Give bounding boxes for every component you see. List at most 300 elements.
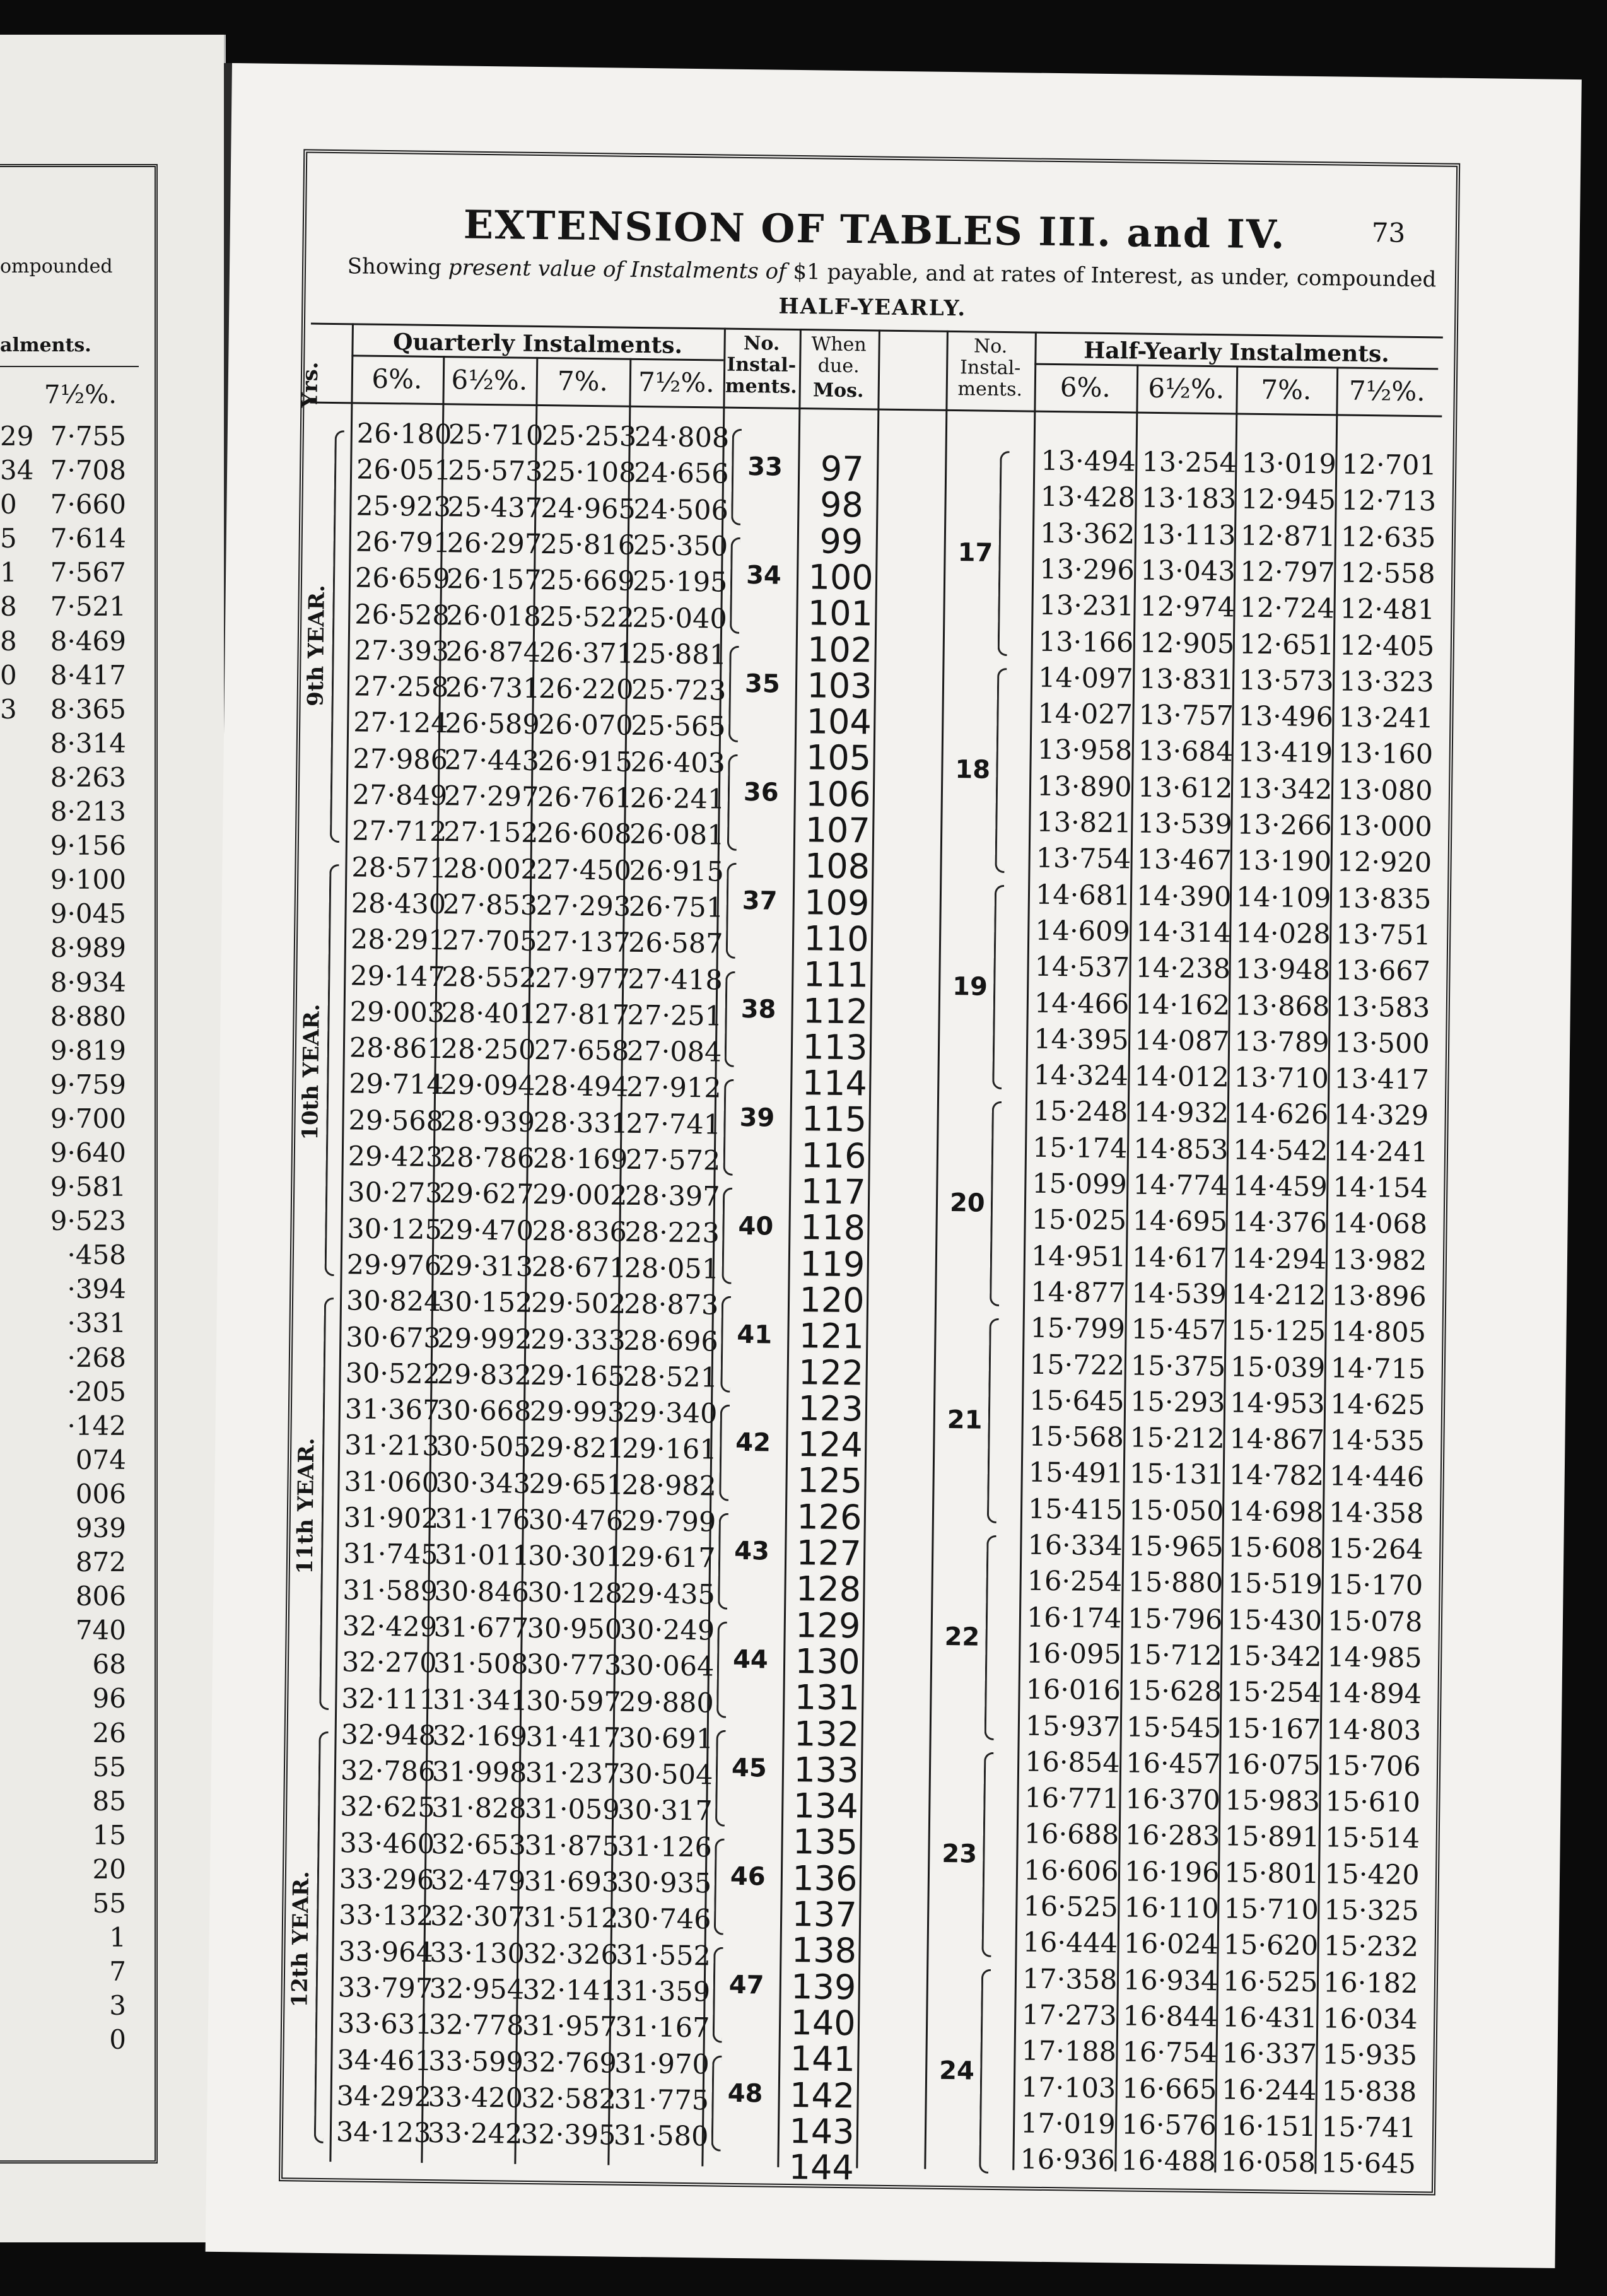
half-yearly-cell: 12·713 [1341,484,1437,518]
half-yearly-cell: 14·774 [1133,1169,1229,1202]
left-page-cell-b: ·394 [67,1274,126,1305]
quarterly-cell: 27·418 [627,963,723,997]
month-cell: 103 [807,665,872,706]
month-cell: 116 [800,1135,867,1176]
quarterly-cell: 33·296 [339,1863,435,1897]
left-page-row [0,1443,132,1477]
month-cell: 111 [803,954,869,995]
quarterly-cell: 26·371 [539,636,634,670]
half-yearly-cell: 15·342 [1226,1640,1323,1673]
left-page-cell-a: 8 [0,591,17,623]
half-yearly-cell: 13·684 [1138,735,1234,768]
half-yearly-cell: 13·160 [1338,737,1434,771]
left-page-row [0,1136,132,1170]
half-yearly-cell: 16·095 [1026,1637,1122,1671]
left-page-cell-b: 006 [75,1478,126,1509]
quarterly-group-brace [711,2055,722,2152]
left-page-cell-a: 29 [0,421,34,452]
half-yearly-cell: 13·890 [1036,770,1132,804]
quarterly-cell: 25·253 [541,420,637,453]
quarterly-cell: 34·461 [337,2044,433,2077]
quarterly-cell: 30·152 [437,1286,533,1320]
left-page-cell-b: 8·365 [50,693,126,725]
left-page-cell-b: 8·934 [50,966,126,998]
q-rate-6: 6%. [371,363,423,395]
quarterly-cell: 25·040 [631,602,728,635]
half-yearly-cell: 15·514 [1324,1822,1420,1855]
month-cell: 135 [792,1822,858,1863]
left-page-cell-b: 0 [109,2024,126,2056]
left-page-cell-a: 0 [0,489,17,520]
left-page-rule [0,366,139,367]
left-page-row [0,693,132,727]
month-cell: 143 [789,2111,855,2152]
mos-header: Mos. [812,379,864,402]
half-yearly-cell: 13·789 [1234,1026,1329,1059]
quarterly-cell: 30·773 [526,1649,622,1682]
quarterly-cell: 29·313 [438,1250,534,1283]
left-page-cell-b: 26 [92,1717,126,1748]
half-yearly-cell: 12·481 [1340,593,1435,626]
half-yearly-cell: 12·558 [1340,557,1436,590]
quarterly-cell: 25·522 [539,600,635,634]
half-yearly-cell: 15·983 [1225,1784,1321,1818]
quarterly-cell: 26·403 [630,746,726,780]
quarterly-cell: 28·552 [441,961,537,994]
quarterly-cell: 27·849 [352,779,448,812]
half-yearly-cell: 16·525 [1023,1890,1119,1924]
half-yearly-cell: 14·241 [1333,1135,1429,1168]
half-yearly-cell: 13·958 [1037,734,1133,767]
quarterly-cell: 26·761 [537,781,633,814]
quarterly-cell: 26·241 [629,782,725,816]
month-cell: 102 [807,629,873,670]
quarterly-cell: 29·435 [620,1578,716,1611]
quarterly-cell: 32·625 [339,1791,435,1824]
half-yearly-cell: 12·974 [1140,590,1236,624]
quarterly-cell: 29·993 [529,1396,625,1429]
quarterly-cell: 29·147 [350,959,446,993]
left-page-header-fragment: ompounded [0,255,113,278]
half-yearly-cell: 12·724 [1239,592,1335,625]
half-yearly-cell: 14·068 [1332,1207,1428,1241]
half-yearly-cell: 16·283 [1125,1819,1220,1853]
half-yearly-cell: 13·948 [1235,953,1331,987]
half-yearly-cell: 15·937 [1025,1710,1121,1743]
half-yearly-cell: 14·698 [1228,1496,1324,1528]
quarterly-cell: 32·111 [341,1682,437,1716]
quarterly-cell: 27·572 [625,1144,721,1177]
quarterly-cell: 26·608 [536,817,632,851]
half-yearly-cell: 15·078 [1327,1605,1423,1638]
half-yearly-cell: 12·871 [1240,520,1336,553]
half-yearly-cell: 15·645 [1029,1385,1125,1418]
half-yearly-cell: 15·741 [1321,2111,1417,2144]
quarterly-cell: 25·669 [539,565,635,598]
half-yearly-cell: 14·376 [1232,1206,1328,1239]
half-yearly-cell: 15·610 [1325,1786,1421,1819]
quarterly-cell: 30·846 [434,1575,530,1608]
quarterly-cell: 28·521 [622,1361,718,1394]
quarterly-cell: 32·395 [520,2118,616,2152]
quarterly-cell: 29·627 [438,1178,534,1211]
half-yearly-cell: 15·254 [1226,1676,1322,1709]
h-rate-6-5: 6½%. [1148,372,1225,405]
quarterly-cell: 27·658 [534,1034,629,1067]
half-yearly-cell: 15·415 [1027,1493,1123,1526]
h-rate-7-5: 7½%. [1348,375,1425,407]
month-cell: 142 [789,2075,855,2116]
left-page-row [0,1955,132,1989]
subtitle-post: $1 payable, and at rates of Interest, as under, compounded [786,259,1437,293]
quarterly-cell: 29·799 [621,1505,716,1538]
half-yearly-cell: 15·712 [1126,1639,1223,1672]
quarterly-cell: 27·297 [443,780,539,814]
quarterly-group-number: 35 [744,669,780,699]
month-cell: 101 [807,593,874,634]
quarterly-cell: 27·817 [534,998,630,1031]
left-page-cell-b: 8·469 [50,625,126,657]
left-page-row [0,454,132,488]
half-yearly-cell: 14·609 [1034,915,1131,948]
quarterly-cell: 30·673 [346,1321,441,1354]
month-cell: 128 [795,1569,862,1610]
month-cell: 129 [795,1605,861,1646]
left-page-cell-b: 96 [92,1683,126,1714]
left-page-col-header: 7½%. [44,380,117,409]
half-yearly-cell: 13·583 [1335,990,1430,1024]
half-yearly-cell: 16·665 [1121,2072,1217,2106]
half-yearly-cell: 13·231 [1039,589,1135,623]
month-cell: 120 [799,1280,865,1321]
quarterly-group-number: 33 [747,452,783,483]
quarterly-cell: 27·393 [354,635,450,668]
quarterly-cell: 30·504 [617,1758,713,1791]
month-cell: 136 [792,1858,858,1899]
left-page-row [0,931,132,965]
half-yearly-cell: 15·545 [1126,1711,1222,1744]
quarterly-cell: 32·582 [521,2082,617,2116]
quarterly-cell: 30·317 [617,1795,713,1827]
half-yearly-cell: 15·325 [1324,1894,1420,1928]
half-yearly-cell: 12·905 [1139,627,1235,660]
quarterly-cell: 29·714 [348,1068,445,1101]
q-rate-6-5: 6½%. [451,364,528,396]
month-cell: 99 [819,521,863,561]
quarterly-cell: 27·152 [443,816,539,850]
quarterly-cell: 26·659 [354,562,450,595]
half-group-number: 24 [938,2056,975,2086]
quarterly-cell: 28·401 [441,997,537,1030]
year-label: 11th YEAR. [292,1437,320,1574]
half-yearly-cell: 14·985 [1326,1641,1423,1675]
left-page-row [0,1238,132,1272]
quarterly-cell: 29·002 [532,1179,628,1212]
left-page [0,35,226,2242]
left-page-row [0,829,132,863]
left-page-row [0,1272,132,1306]
left-page-cell-b: 8·263 [50,761,126,793]
half-yearly-cell: 12·651 [1239,628,1335,661]
half-yearly-cell: 12·945 [1241,483,1336,517]
half-yearly-cell: 16·016 [1026,1673,1121,1707]
half-group-number: 23 [942,1839,978,1869]
quarterly-cell: 30·597 [526,1685,622,1718]
left-page-row [0,488,132,522]
quarterly-cell: 25·710 [448,419,544,452]
right-page [206,63,1582,2268]
half-yearly-cell: 12·920 [1336,846,1432,879]
left-page-cell-a: 0 [0,659,17,691]
half-yearly-cell: 16·182 [1323,1966,1418,2000]
quarterly-cell: 28·430 [351,887,447,921]
subtitle-pre: Showing [347,254,449,281]
half-yearly-cell: 13·080 [1337,774,1433,807]
quarterly-cell: 27·251 [627,999,723,1033]
quarterly-cell: 29·094 [440,1069,535,1103]
quarterly-cell: 30·668 [436,1395,532,1428]
half-yearly-cell: 13·821 [1036,806,1132,840]
left-page-cell-b: 740 [75,1615,126,1646]
quarterly-cell: 29·976 [346,1249,442,1282]
quarterly-cell: 29·651 [529,1468,624,1501]
half-yearly-label: HALF-YEARLY. [778,293,967,322]
half-group-number: 19 [952,971,988,1002]
quarterly-cell: 31·167 [614,2011,710,2044]
quarterly-cell: 27·443 [444,744,540,777]
half-yearly-cell: 15·838 [1321,2075,1417,2108]
left-page-cell-b: 7·660 [50,489,126,520]
half-yearly-cell: 14·294 [1231,1243,1327,1275]
half-yearly-cell: 16·337 [1222,2037,1318,2071]
half-yearly-cell: 17·188 [1021,2035,1117,2068]
quarterly-cell: 27·293 [535,889,631,923]
quarterly-cell: 28·291 [350,923,446,957]
half-yearly-cell: 15·796 [1127,1603,1223,1636]
quarterly-cell: 29·340 [622,1397,718,1430]
half-yearly-cell: 16·606 [1023,1854,1119,1888]
quarterly-group-number: 42 [735,1428,771,1458]
left-page-cell-a: 3 [0,693,17,725]
left-page-row [0,659,132,693]
half-yearly-cell: 14·625 [1329,1388,1425,1422]
left-page-row [0,1716,132,1750]
half-yearly-cell: 13·342 [1237,773,1333,806]
half-yearly-cell: 15·935 [1322,2039,1418,2072]
left-page-cell-b: 7·614 [50,523,126,554]
quarterly-cell: 30·505 [435,1431,531,1464]
month-cell: 122 [798,1352,864,1393]
year-label: 10th YEAR. [298,1004,325,1140]
h-rate-6: 6%. [1060,372,1111,404]
half-yearly-cell: 15·722 [1029,1349,1125,1381]
half-yearly-cell: 14·715 [1330,1352,1426,1385]
half-yearly-cell: 16·444 [1022,1926,1118,1960]
half-yearly-cell: 15·131 [1129,1458,1225,1491]
quarterly-cell: 24·506 [633,493,729,527]
left-page-column [0,419,132,2058]
half-yearly-cell: 13·043 [1140,554,1236,588]
half-yearly-cell: 13·419 [1237,736,1333,770]
left-page-row [0,1477,132,1511]
quarterly-cell: 25·573 [447,455,543,488]
month-cell: 131 [794,1677,860,1718]
half-yearly-cell: 13·754 [1036,842,1131,876]
month-cell: 139 [790,1966,856,2007]
half-yearly-cell: 13·612 [1137,771,1233,805]
left-page-row [0,590,132,624]
left-page-row [0,1545,132,1579]
quarterly-cell: 31·341 [433,1684,529,1717]
left-page-row [0,1170,132,1204]
left-page-cell-b: 7·755 [50,421,126,452]
quarterly-cell: 31·059 [524,1793,620,1827]
quarterly-group-brace [730,537,740,634]
half-yearly-cell: 14·782 [1229,1459,1324,1492]
quarterly-cell: 31·677 [433,1611,529,1644]
half-yearly-cell: 15·125 [1230,1315,1326,1348]
half-group-number: 21 [947,1405,983,1435]
quarterly-cell: 31·237 [525,1757,621,1790]
half-yearly-cell: 14·358 [1328,1497,1424,1530]
quarterly-cell: 29·470 [438,1214,534,1247]
quarterly-cell: 32·141 [522,1974,618,2007]
half-yearly-cell: 12·405 [1339,630,1435,662]
left-page-row [0,419,132,454]
month-cell: 105 [805,737,872,778]
half-yearly-cell: 15·491 [1028,1456,1124,1490]
quarterly-group-number: 41 [737,1320,773,1350]
half-yearly-cell: 15·293 [1130,1386,1225,1419]
half-yearly-cell: 16·576 [1121,2109,1217,2142]
quarterly-group-number: 38 [740,994,776,1024]
half-yearly-cell: 15·457 [1131,1313,1227,1347]
quarterly-cell: 25·437 [447,491,543,524]
quarterly-cell: 33·132 [338,1899,434,1933]
month-cell: 125 [797,1460,863,1501]
month-cell: 134 [793,1786,859,1827]
left-page-row [0,522,132,556]
quarterly-cell: 27·853 [442,889,538,922]
half-yearly-cell: 14·324 [1033,1059,1129,1092]
half-yearly-cell: 15·170 [1328,1569,1423,1602]
quarterly-group-number: 34 [745,561,782,590]
quarterly-cell: 31·998 [431,1756,527,1789]
quarterly-cell: 31·828 [431,1792,527,1825]
half-yearly-cell: 13·573 [1238,664,1334,698]
half-yearly-cell: 15·232 [1323,1930,1419,1964]
left-page-cell-b: ·142 [67,1410,126,1441]
quarterly-group-brace [726,862,737,959]
left-page-row [0,556,132,590]
quarterly-cell: 25·108 [541,456,636,489]
half-group-number: 17 [957,538,993,568]
quarterly-cell: 27·084 [626,1035,722,1069]
half-yearly-cell: 14·329 [1333,1099,1429,1132]
quarterly-cell: 31·693 [523,1865,619,1899]
quarterly-cell: 32·948 [341,1719,436,1752]
half-yearly-cell: 14·695 [1132,1205,1228,1238]
half-yearly-cell: 14·390 [1136,880,1232,913]
left-page-cell-b: 7·567 [50,557,126,589]
left-page-row [0,1375,132,1409]
quarterly-cell: 25·881 [631,638,727,671]
left-page-subheader-fragment: alments. [0,334,91,356]
month-cell: 114 [802,1063,868,1104]
half-yearly-cell: 16·024 [1123,1928,1219,1961]
quarterly-cell: 29·333 [530,1323,626,1357]
month-cell: 110 [804,918,870,959]
quarterly-cell: 26·731 [445,672,541,705]
quarterly-cell: 29·832 [436,1358,532,1391]
half-yearly-cell: 13·831 [1138,663,1234,696]
left-page-row [0,2023,132,2057]
half-yearly-cell: 14·535 [1329,1424,1425,1458]
half-yearly-cell: 13·417 [1334,1063,1430,1096]
quarterly-cell: 26·874 [445,636,541,669]
quarterly-cell: 31·957 [522,2010,617,2043]
quarterly-cell: 28·051 [624,1252,720,1286]
half-yearly-cell: 16·034 [1322,2003,1418,2036]
quarterly-cell: 30·273 [347,1176,443,1210]
quarterly-cell: 30·476 [528,1504,624,1537]
left-page-cell-b: 3 [109,1990,126,2022]
quarterly-cell: 27·986 [353,743,448,776]
month-cell: 123 [798,1388,863,1429]
quarterly-group-number: 37 [742,886,778,916]
quarterly-cell: 31·970 [614,2047,710,2080]
quarterly-cell: 27·977 [535,962,631,995]
half-yearly-cell: 13·467 [1137,843,1232,877]
left-page-cell-b: 7·521 [50,591,126,623]
half-yearly-cell: 14·877 [1030,1276,1126,1309]
half-yearly-cell: 15·248 [1032,1096,1128,1128]
month-cell: 138 [791,1930,857,1971]
half-yearly-cell: 16·110 [1124,1892,1220,1925]
quarterly-group-brace [713,1947,723,2043]
left-page-cell-b: 68 [92,1649,126,1680]
left-page-cell-b: 9·523 [50,1205,126,1237]
half-yearly-cell: 14·109 [1236,881,1331,914]
half-yearly-cell: 13·539 [1137,807,1233,841]
quarterly-cell: 26·070 [537,709,633,742]
left-page-cell-b: 939 [75,1513,126,1543]
month-cell: 140 [790,2002,856,2044]
left-page-row [0,1989,132,2023]
left-page-row [0,761,132,795]
half-yearly-cell: 13·751 [1335,918,1432,952]
quarterly-group-number: 44 [732,1645,769,1675]
quarterly-cell: 30·301 [527,1540,623,1574]
half-yearly-cell: 16·525 [1222,1965,1318,1998]
half-yearly-cell: 13·266 [1237,809,1333,842]
quarterly-group-brace [725,971,735,1067]
half-yearly-cell: 13·757 [1138,699,1234,732]
quarterly-cell: 32·786 [340,1755,436,1788]
quarterly-cell: 32·169 [432,1719,528,1753]
quarterly-group-brace [714,1838,725,1935]
quarterly-cell: 26·051 [356,454,452,487]
quarterly-cell: 32·479 [430,1865,526,1897]
left-page-cell-b: 9·759 [50,1069,126,1100]
quarterly-cell: 31·745 [342,1538,438,1571]
half-yearly-cell: 17·019 [1020,2107,1116,2141]
quarterly-cell: 26·297 [447,527,542,560]
month-cell: 98 [819,484,864,525]
month-cell: 127 [796,1533,862,1574]
half-yearly-cell: 16·854 [1024,1746,1120,1779]
half-yearly-cell: 13·428 [1040,481,1136,514]
